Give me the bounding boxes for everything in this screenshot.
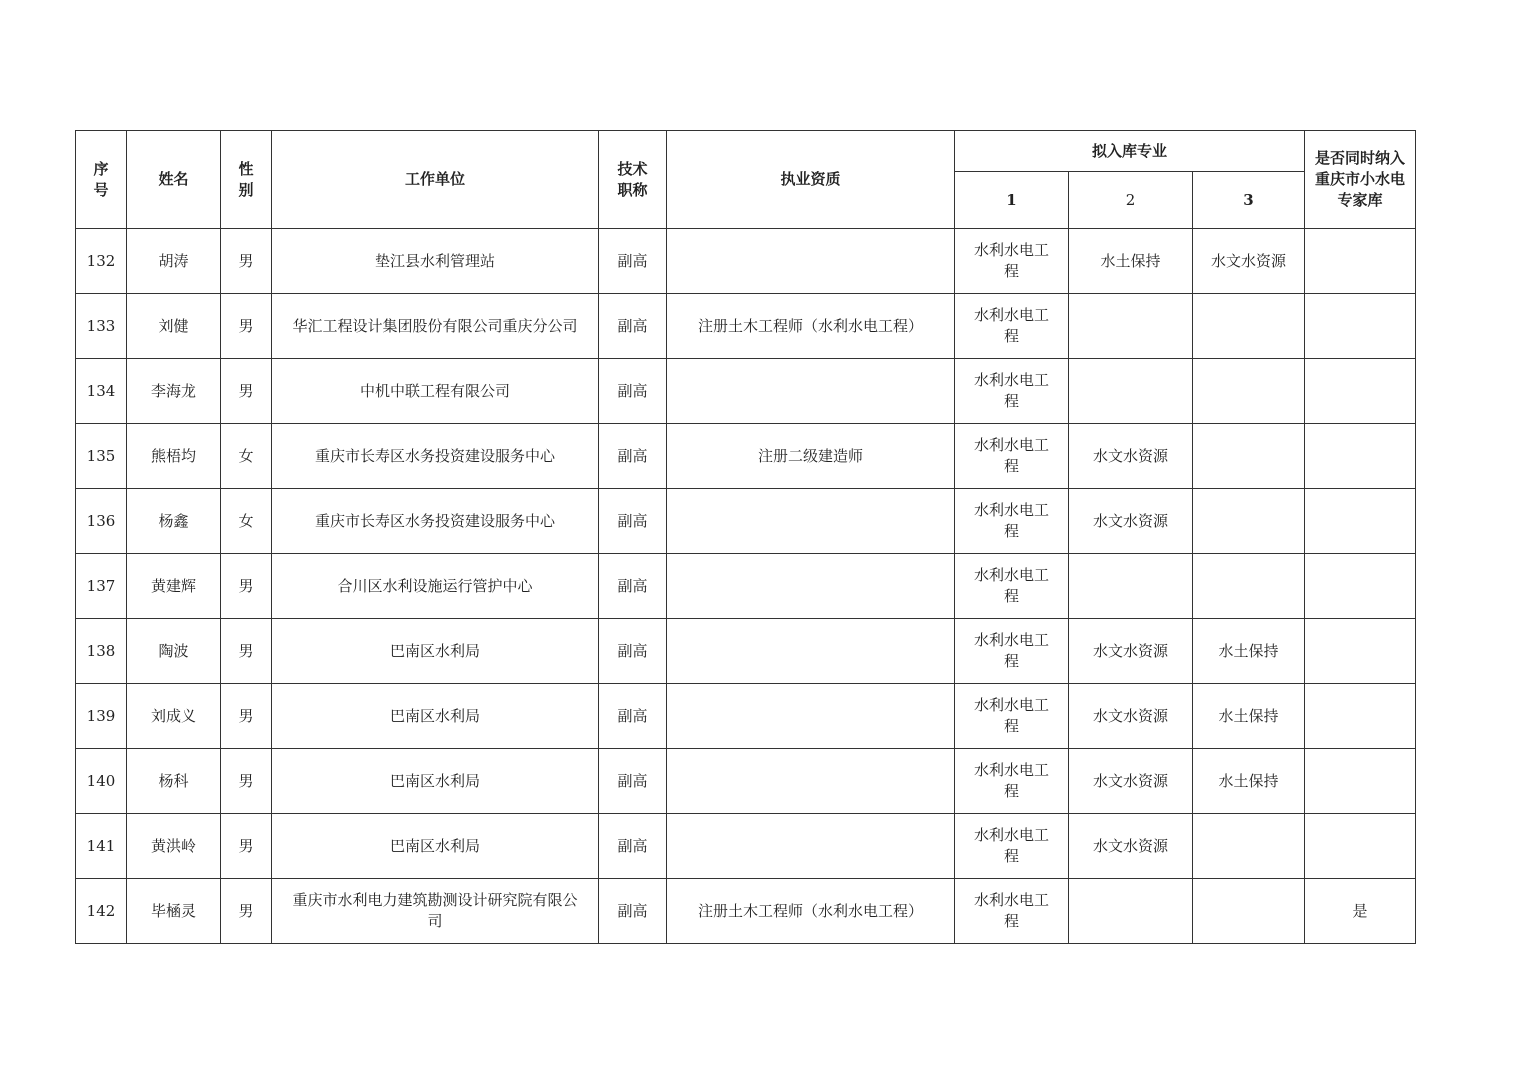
table-row [76, 684, 1416, 749]
cell-spec2: 水文水资源 [1069, 814, 1193, 879]
cell-name: 胡涛 [127, 229, 221, 294]
cell-gender: 男 [221, 814, 272, 879]
cell-spec1: 水利水电工程 [955, 359, 1069, 424]
header-title: 技术 职称 [599, 131, 667, 229]
cell-employer: 巴南区水利局 [272, 814, 599, 879]
cell-employer: 重庆市长寿区水务投资建设服务中心 [272, 424, 599, 489]
cell-spec2: 水文水资源 [1069, 424, 1193, 489]
cell-name: 杨科 [127, 749, 221, 814]
table-row [76, 359, 1416, 424]
cell-seq: 139 [76, 684, 127, 749]
cell-spec2 [1069, 359, 1193, 424]
cell-title: 副高 [599, 359, 667, 424]
table-row [76, 229, 1416, 294]
cell-gender: 女 [221, 424, 272, 489]
cell-spec3: 水土保持 [1193, 684, 1305, 749]
cell-title: 副高 [599, 294, 667, 359]
header-also-included: 是否同时纳入重庆市小水电专家库 [1305, 131, 1416, 229]
table-header [76, 131, 1416, 229]
cell-spec2: 水土保持 [1069, 229, 1193, 294]
cell-title: 副高 [599, 749, 667, 814]
cell-spec3 [1193, 489, 1305, 554]
cell-spec1: 水利水电工程 [955, 554, 1069, 619]
cell-spec2: 水文水资源 [1069, 489, 1193, 554]
cell-also-included [1305, 684, 1416, 749]
header-spec1: 1 [955, 172, 1069, 229]
cell-name: 毕㮀灵 [127, 879, 221, 944]
table-row [76, 554, 1416, 619]
header-gender: 性 别 [221, 131, 272, 229]
cell-also-included [1305, 619, 1416, 684]
cell-spec1: 水利水电工程 [955, 424, 1069, 489]
cell-employer: 巴南区水利局 [272, 619, 599, 684]
table-row [76, 619, 1416, 684]
cell-spec2 [1069, 554, 1193, 619]
header-seq: 序 号 [76, 131, 127, 229]
cell-spec2: 水文水资源 [1069, 749, 1193, 814]
cell-qualification [667, 684, 955, 749]
cell-gender: 男 [221, 554, 272, 619]
cell-seq: 132 [76, 229, 127, 294]
cell-gender: 女 [221, 489, 272, 554]
cell-also-included [1305, 749, 1416, 814]
cell-spec1: 水利水电工程 [955, 749, 1069, 814]
cell-gender: 男 [221, 229, 272, 294]
header-name: 姓名 [127, 131, 221, 229]
cell-spec1: 水利水电工程 [955, 879, 1069, 944]
cell-qualification [667, 554, 955, 619]
cell-name: 刘健 [127, 294, 221, 359]
cell-seq: 135 [76, 424, 127, 489]
cell-spec2: 水文水资源 [1069, 684, 1193, 749]
cell-gender: 男 [221, 294, 272, 359]
table-row [76, 489, 1416, 554]
cell-spec3: 水文水资源 [1193, 229, 1305, 294]
cell-name: 陶波 [127, 619, 221, 684]
cell-spec2 [1069, 294, 1193, 359]
cell-title: 副高 [599, 424, 667, 489]
cell-seq: 141 [76, 814, 127, 879]
cell-gender: 男 [221, 879, 272, 944]
cell-also-included [1305, 489, 1416, 554]
cell-gender: 男 [221, 749, 272, 814]
cell-seq: 136 [76, 489, 127, 554]
cell-spec1: 水利水电工程 [955, 229, 1069, 294]
cell-qualification [667, 619, 955, 684]
cell-spec1: 水利水电工程 [955, 684, 1069, 749]
header-specialty-group: 拟入库专业 [955, 131, 1305, 172]
cell-qualification: 注册土木工程师（水利水电工程） [667, 294, 955, 359]
cell-qualification [667, 489, 955, 554]
cell-spec3 [1193, 359, 1305, 424]
cell-qualification [667, 229, 955, 294]
cell-also-included: 是 [1305, 879, 1416, 944]
cell-qualification: 注册二级建造师 [667, 424, 955, 489]
cell-name: 杨鑫 [127, 489, 221, 554]
cell-name: 黄洪岭 [127, 814, 221, 879]
cell-spec3 [1193, 554, 1305, 619]
cell-seq: 142 [76, 879, 127, 944]
cell-title: 副高 [599, 814, 667, 879]
table-row [76, 879, 1416, 944]
cell-spec3 [1193, 879, 1305, 944]
cell-spec1: 水利水电工程 [955, 814, 1069, 879]
cell-spec1: 水利水电工程 [955, 619, 1069, 684]
cell-employer: 重庆市长寿区水务投资建设服务中心 [272, 489, 599, 554]
table-row [76, 814, 1416, 879]
table-row [76, 749, 1416, 814]
header-spec2: 2 [1069, 172, 1193, 229]
cell-also-included [1305, 424, 1416, 489]
cell-employer: 巴南区水利局 [272, 749, 599, 814]
cell-qualification [667, 359, 955, 424]
expert-roster-table [75, 130, 1416, 944]
cell-gender: 男 [221, 619, 272, 684]
header-qualification: 执业资质 [667, 131, 955, 229]
cell-title: 副高 [599, 619, 667, 684]
cell-qualification [667, 814, 955, 879]
cell-qualification [667, 749, 955, 814]
cell-spec3 [1193, 294, 1305, 359]
cell-spec2 [1069, 879, 1193, 944]
cell-also-included [1305, 294, 1416, 359]
cell-also-included [1305, 814, 1416, 879]
table-row [76, 294, 1416, 359]
cell-name: 熊梧均 [127, 424, 221, 489]
cell-name: 黄建辉 [127, 554, 221, 619]
table-row [76, 424, 1416, 489]
cell-gender: 男 [221, 684, 272, 749]
cell-employer: 合川区水利设施运行管护中心 [272, 554, 599, 619]
cell-seq: 133 [76, 294, 127, 359]
cell-employer: 巴南区水利局 [272, 684, 599, 749]
cell-seq: 138 [76, 619, 127, 684]
cell-spec3: 水土保持 [1193, 619, 1305, 684]
cell-spec3 [1193, 424, 1305, 489]
table-body [76, 229, 1416, 944]
cell-spec1: 水利水电工程 [955, 294, 1069, 359]
cell-name: 刘成义 [127, 684, 221, 749]
cell-employer: 垫江县水利管理站 [272, 229, 599, 294]
cell-title: 副高 [599, 554, 667, 619]
cell-title: 副高 [599, 489, 667, 554]
cell-spec3 [1193, 814, 1305, 879]
cell-also-included [1305, 554, 1416, 619]
cell-title: 副高 [599, 684, 667, 749]
cell-seq: 137 [76, 554, 127, 619]
cell-spec2: 水文水资源 [1069, 619, 1193, 684]
cell-spec1: 水利水电工程 [955, 489, 1069, 554]
cell-seq: 140 [76, 749, 127, 814]
cell-name: 李海龙 [127, 359, 221, 424]
cell-employer: 中机中联工程有限公司 [272, 359, 599, 424]
cell-spec3: 水土保持 [1193, 749, 1305, 814]
cell-qualification: 注册土木工程师（水利水电工程） [667, 879, 955, 944]
cell-also-included [1305, 229, 1416, 294]
cell-title: 副高 [599, 879, 667, 944]
header-spec3: 3 [1193, 172, 1305, 229]
cell-employer: 华汇工程设计集团股份有限公司重庆分公司 [272, 294, 599, 359]
cell-gender: 男 [221, 359, 272, 424]
header-employer: 工作单位 [272, 131, 599, 229]
cell-employer: 重庆市水利电力建筑勘测设计研究院有限公司 [272, 879, 599, 944]
cell-seq: 134 [76, 359, 127, 424]
cell-also-included [1305, 359, 1416, 424]
cell-title: 副高 [599, 229, 667, 294]
